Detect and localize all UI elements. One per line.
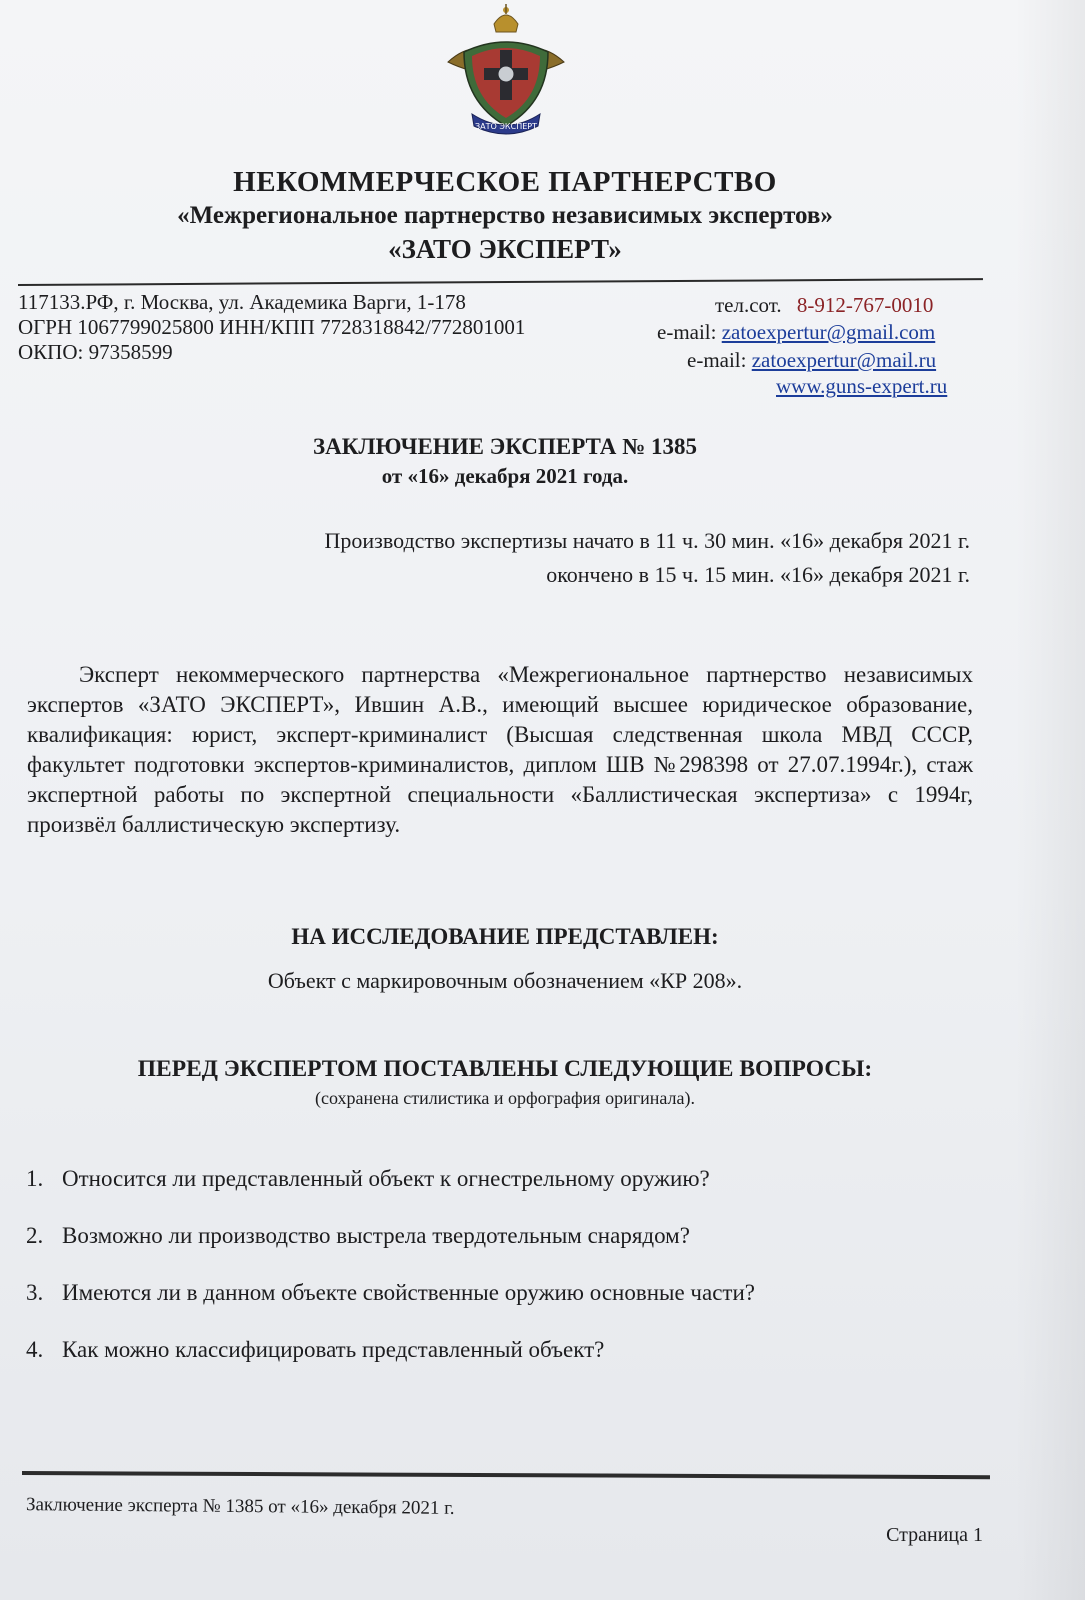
header-divider — [18, 278, 983, 286]
ogrn-inn: ОГРН 1067799025800 ИНН/КПП 7728318842/772801001 — [18, 315, 526, 339]
question-item: 3. Имеются ли в данном объекте свойственные оружию основные части? — [26, 1280, 755, 1305]
submitted-heading: НА ИССЛЕДОВАНИЕ ПРЕДСТАВЛЕН: — [291, 924, 719, 949]
org-name-line3: «ЗАТО ЭКСПЕРТ» — [388, 234, 622, 264]
email-row-1 — [657, 320, 935, 345]
exam-started: Производство экспертизы начато в 11 ч. 30 мин. «16» декабря 2021 г. — [324, 528, 970, 553]
email-link-gmail[interactable]: zatoexpertur@gmail.com — [721, 320, 936, 344]
emblem-motto: ЗАТО ЭКСПЕРТ — [475, 122, 537, 131]
org-name-line2: «Межрегиональное партнерство независимых экспертов» — [177, 202, 833, 229]
submitted-object: Объект с маркировочным обозначением «КР 208». — [267, 968, 743, 993]
page-number: Страница 1 — [886, 1524, 983, 1546]
email-row-2 — [687, 348, 936, 373]
expert-paragraph: Эксперт некоммерческого партнерства «Межрегиональное партнерство независимых экспертов «ЗАТО ЭКСПЕРТ», Ившин А.В., имеющий высшее юридическое образование, квалификация: юрист, эксперт-криминалист (Высшая следственная школа МВД СССР, факультет подготовки экспертов-криминалистов, диплом ШВ №298398 от 27.07.1994г.), стаж экспертной работы по экспертной специальности «Баллистическая экспертиза» с 1994г, произвёл баллистическую экспертизу. — [27, 662, 973, 837]
email-label: e-mail: — [687, 348, 747, 372]
questions-note: (сохранена стилистика и орфография оригинала). — [315, 1088, 695, 1108]
phone-label: тел.сот. — [715, 293, 782, 317]
okpo: ОКПО: 97358599 — [18, 340, 173, 364]
org-name-line1: НЕКОММЕРЧЕСКОЕ ПАРТНЕРСТВО — [233, 166, 777, 198]
question-item: 4. Как можно классифицировать представленный объект? — [26, 1337, 605, 1362]
footer-divider — [22, 1471, 990, 1479]
email-label: e-mail: — [657, 320, 717, 344]
questions-list — [26, 1166, 755, 1394]
email-link-mail[interactable]: zatoexpertur@mail.ru — [751, 348, 937, 372]
questions-heading: ПЕРЕД ЭКСПЕРТОМ ПОСТАВЛЕНЫ СЛЕДУЮЩИЕ ВОПРОСЫ: — [137, 1056, 873, 1082]
conclusion-date: от «16» декабря 2021 года. — [381, 464, 629, 488]
question-item: 1. Относится ли представленный объект к огнестрельному оружию? — [26, 1166, 710, 1191]
footer-reference: Заключение эксперта № 1385 от «16» декабря 2021 г. — [25, 1494, 455, 1519]
exam-ended: окончено в 15 ч. 15 мин. «16» декабря 2021 г. — [546, 562, 970, 587]
question-item: 2. Возможно ли производство выстрела твердотельным снарядом? — [26, 1223, 690, 1248]
conclusion-title: ЗАКЛЮЧЕНИЕ ЭКСПЕРТА № 1385 — [313, 434, 697, 459]
phone-number[interactable]: 8-912-767-0010 — [796, 293, 934, 317]
address: 117133.РФ, г. Москва, ул. Академика Варги, 1-178 — [18, 290, 466, 314]
website-link[interactable]: www.guns-expert.ru — [776, 374, 948, 398]
phone-row — [715, 293, 933, 318]
emblem-logo — [442, 2, 570, 142]
